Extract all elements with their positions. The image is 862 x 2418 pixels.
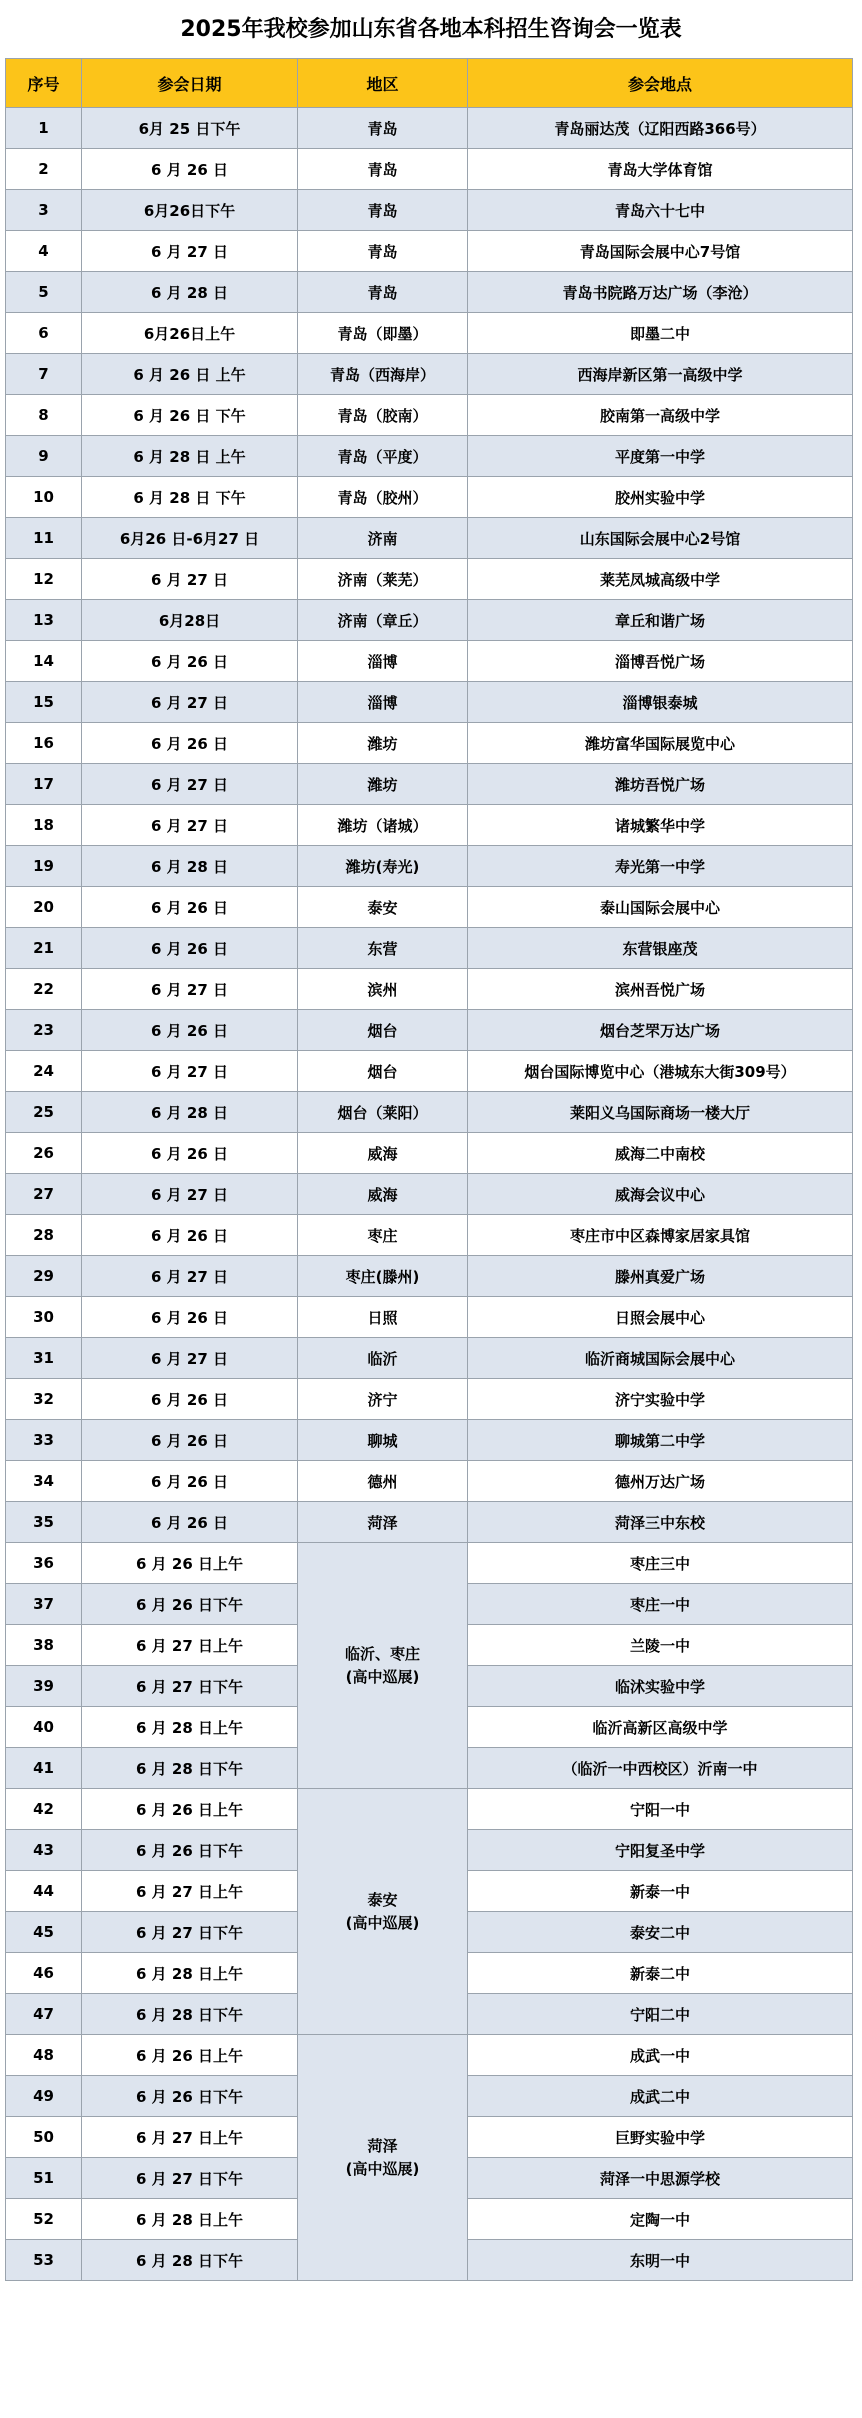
row-index: 15	[6, 682, 82, 723]
row-index: 30	[6, 1297, 82, 1338]
row-index: 16	[6, 723, 82, 764]
row-index: 19	[6, 846, 82, 887]
row-venue: 临沂高新区高级中学	[468, 1707, 853, 1748]
table-row	[6, 559, 853, 600]
table-row	[6, 1051, 853, 1092]
row-region: 烟台	[298, 1051, 468, 1092]
row-index: 44	[6, 1871, 82, 1912]
row-date: 6 月 26 日上午	[82, 1789, 298, 1830]
table-row	[6, 1543, 853, 1584]
table-row	[6, 1420, 853, 1461]
table-row	[6, 1010, 853, 1051]
row-venue: 烟台芝罘万达广场	[468, 1010, 853, 1051]
row-index: 43	[6, 1830, 82, 1871]
table-row	[6, 1092, 853, 1133]
row-date: 6 月 27 日上午	[82, 2117, 298, 2158]
table-row	[6, 1174, 853, 1215]
row-region: 菏泽	[298, 1502, 468, 1543]
row-date: 6 月 27 日	[82, 1338, 298, 1379]
row-region: 临沂	[298, 1338, 468, 1379]
row-date: 6 月 26 日上午	[82, 1543, 298, 1584]
row-index: 41	[6, 1748, 82, 1789]
table-row	[6, 969, 853, 1010]
row-index: 49	[6, 2076, 82, 2117]
row-index: 23	[6, 1010, 82, 1051]
row-region: 济南（莱芜）	[298, 559, 468, 600]
row-index: 24	[6, 1051, 82, 1092]
row-venue: 寿光第一中学	[468, 846, 853, 887]
row-venue: 菏泽三中东校	[468, 1502, 853, 1543]
row-index: 35	[6, 1502, 82, 1543]
row-venue: 潍坊吾悦广场	[468, 764, 853, 805]
row-date: 6 月 27 日	[82, 1051, 298, 1092]
row-region: 青岛（即墨）	[298, 313, 468, 354]
table-body	[6, 108, 853, 2281]
row-region: 淄博	[298, 682, 468, 723]
row-index: 33	[6, 1420, 82, 1461]
row-date: 6月26日上午	[82, 313, 298, 354]
row-venue: （临沂一中西校区）沂南一中	[468, 1748, 853, 1789]
table-row	[6, 887, 853, 928]
row-region: 青岛	[298, 190, 468, 231]
row-date: 6 月 27 日下午	[82, 1666, 298, 1707]
row-index: 20	[6, 887, 82, 928]
row-date: 6 月 26 日	[82, 723, 298, 764]
row-index: 6	[6, 313, 82, 354]
row-region: 菏泽 (高中巡展)	[298, 2035, 468, 2281]
row-region: 泰安	[298, 887, 468, 928]
row-date: 6 月 26 日	[82, 928, 298, 969]
row-venue: 莱阳义乌国际商场一楼大厅	[468, 1092, 853, 1133]
row-date: 6 月 28 日下午	[82, 1994, 298, 2035]
row-region: 枣庄(滕州)	[298, 1256, 468, 1297]
row-venue: 青岛书院路万达广场（李沧）	[468, 272, 853, 313]
table-row	[6, 354, 853, 395]
row-index: 14	[6, 641, 82, 682]
row-date: 6 月 26 日	[82, 641, 298, 682]
row-venue: 章丘和谐广场	[468, 600, 853, 641]
row-index: 27	[6, 1174, 82, 1215]
row-index: 11	[6, 518, 82, 559]
row-index: 17	[6, 764, 82, 805]
row-venue: 青岛大学体育馆	[468, 149, 853, 190]
table-row	[6, 108, 853, 149]
table-row	[6, 395, 853, 436]
row-index: 21	[6, 928, 82, 969]
table-row	[6, 1461, 853, 1502]
row-date: 6 月 26 日	[82, 1420, 298, 1461]
row-date: 6 月 26 日	[82, 1461, 298, 1502]
table-row	[6, 1215, 853, 1256]
table-row	[6, 805, 853, 846]
table-row	[6, 272, 853, 313]
row-date: 6 月 28 日上午	[82, 1953, 298, 1994]
row-region: 临沂、枣庄 (高中巡展)	[298, 1543, 468, 1789]
row-date: 6 月 27 日	[82, 1174, 298, 1215]
row-region: 青岛（平度）	[298, 436, 468, 477]
row-index: 31	[6, 1338, 82, 1379]
row-venue: 青岛六十七中	[468, 190, 853, 231]
row-index: 42	[6, 1789, 82, 1830]
row-date: 6 月 27 日	[82, 559, 298, 600]
row-date: 6 月 28 日下午	[82, 2240, 298, 2281]
row-venue: 宁阳复圣中学	[468, 1830, 853, 1871]
row-venue: 青岛丽达茂（辽阳西路366号）	[468, 108, 853, 149]
table-header-row	[6, 59, 853, 108]
row-index: 46	[6, 1953, 82, 1994]
row-date: 6 月 26 日下午	[82, 1584, 298, 1625]
row-venue: 胶南第一高级中学	[468, 395, 853, 436]
row-index: 37	[6, 1584, 82, 1625]
row-date: 6 月 27 日上午	[82, 1871, 298, 1912]
row-venue: 兰陵一中	[468, 1625, 853, 1666]
header-index: 序号	[6, 59, 82, 108]
row-date: 6 月 26 日 上午	[82, 354, 298, 395]
row-index: 18	[6, 805, 82, 846]
row-index: 38	[6, 1625, 82, 1666]
row-region: 潍坊	[298, 723, 468, 764]
row-region: 烟台	[298, 1010, 468, 1051]
row-region: 东营	[298, 928, 468, 969]
row-date: 6月 25 日下午	[82, 108, 298, 149]
row-venue: 成武二中	[468, 2076, 853, 2117]
row-region: 济南	[298, 518, 468, 559]
row-index: 3	[6, 190, 82, 231]
row-region: 威海	[298, 1133, 468, 1174]
row-venue: 淄博银泰城	[468, 682, 853, 723]
row-index: 52	[6, 2199, 82, 2240]
row-date: 6 月 27 日上午	[82, 1625, 298, 1666]
row-venue: 巨野实验中学	[468, 2117, 853, 2158]
row-index: 40	[6, 1707, 82, 1748]
row-index: 29	[6, 1256, 82, 1297]
row-venue: 威海二中南校	[468, 1133, 853, 1174]
row-venue: 日照会展中心	[468, 1297, 853, 1338]
row-date: 6 月 26 日 下午	[82, 395, 298, 436]
row-index: 12	[6, 559, 82, 600]
row-date: 6 月 27 日	[82, 764, 298, 805]
row-venue: 淄博吾悦广场	[468, 641, 853, 682]
row-date: 6 月 27 日	[82, 231, 298, 272]
table-row	[6, 1502, 853, 1543]
row-venue: 威海会议中心	[468, 1174, 853, 1215]
row-date: 6 月 27 日	[82, 682, 298, 723]
row-index: 32	[6, 1379, 82, 1420]
row-region: 青岛	[298, 272, 468, 313]
row-region: 青岛	[298, 149, 468, 190]
table-row	[6, 846, 853, 887]
row-date: 6 月 27 日	[82, 805, 298, 846]
row-index: 53	[6, 2240, 82, 2281]
row-date: 6 月 28 日	[82, 846, 298, 887]
table-row	[6, 436, 853, 477]
row-venue: 济宁实验中学	[468, 1379, 853, 1420]
row-region: 潍坊（诸城）	[298, 805, 468, 846]
row-date: 6 月 27 日下午	[82, 1912, 298, 1953]
row-venue: 平度第一中学	[468, 436, 853, 477]
row-venue: 青岛国际会展中心7号馆	[468, 231, 853, 272]
row-date: 6 月 26 日下午	[82, 2076, 298, 2117]
row-venue: 德州万达广场	[468, 1461, 853, 1502]
table-row	[6, 1256, 853, 1297]
table-row	[6, 1133, 853, 1174]
table-row	[6, 518, 853, 559]
row-date: 6 月 28 日下午	[82, 1748, 298, 1789]
row-region: 青岛（胶州）	[298, 477, 468, 518]
row-region: 聊城	[298, 1420, 468, 1461]
header-region: 地区	[298, 59, 468, 108]
row-venue: 临沭实验中学	[468, 1666, 853, 1707]
row-index: 47	[6, 1994, 82, 2035]
table-row	[6, 1338, 853, 1379]
row-venue: 即墨二中	[468, 313, 853, 354]
row-index: 48	[6, 2035, 82, 2076]
row-region: 滨州	[298, 969, 468, 1010]
row-venue: 东明一中	[468, 2240, 853, 2281]
row-venue: 临沂商城国际会展中心	[468, 1338, 853, 1379]
row-venue: 宁阳一中	[468, 1789, 853, 1830]
row-venue: 诸城繁华中学	[468, 805, 853, 846]
row-region: 烟台（莱阳）	[298, 1092, 468, 1133]
table-row	[6, 723, 853, 764]
row-venue: 菏泽一中思源学校	[468, 2158, 853, 2199]
row-date: 6月28日	[82, 600, 298, 641]
schedule-table	[5, 58, 853, 2281]
row-region: 青岛	[298, 108, 468, 149]
header-date: 参会日期	[82, 59, 298, 108]
row-index: 45	[6, 1912, 82, 1953]
row-date: 6 月 28 日	[82, 1092, 298, 1133]
row-index: 26	[6, 1133, 82, 1174]
row-venue: 成武一中	[468, 2035, 853, 2076]
row-date: 6 月 27 日	[82, 969, 298, 1010]
row-venue: 西海岸新区第一高级中学	[468, 354, 853, 395]
row-index: 51	[6, 2158, 82, 2199]
row-venue: 滕州真爱广场	[468, 1256, 853, 1297]
row-date: 6 月 26 日	[82, 887, 298, 928]
row-index: 5	[6, 272, 82, 313]
row-date: 6 月 27 日下午	[82, 2158, 298, 2199]
row-index: 39	[6, 1666, 82, 1707]
row-region: 潍坊	[298, 764, 468, 805]
row-venue: 莱芜凤城高级中学	[468, 559, 853, 600]
row-venue: 胶州实验中学	[468, 477, 853, 518]
table-row	[6, 477, 853, 518]
row-date: 6 月 26 日	[82, 1215, 298, 1256]
row-venue: 聊城第二中学	[468, 1420, 853, 1461]
row-date: 6 月 26 日	[82, 1379, 298, 1420]
row-region: 德州	[298, 1461, 468, 1502]
row-index: 36	[6, 1543, 82, 1584]
row-venue: 新泰二中	[468, 1953, 853, 1994]
row-date: 6 月 26 日	[82, 1502, 298, 1543]
row-index: 10	[6, 477, 82, 518]
row-index: 7	[6, 354, 82, 395]
table-row	[6, 149, 853, 190]
row-venue: 新泰一中	[468, 1871, 853, 1912]
table-row	[6, 1297, 853, 1338]
table-row	[6, 764, 853, 805]
row-venue: 泰山国际会展中心	[468, 887, 853, 928]
row-index: 2	[6, 149, 82, 190]
table-row	[6, 641, 853, 682]
row-date: 6 月 28 日上午	[82, 1707, 298, 1748]
header-venue: 参会地点	[468, 59, 853, 108]
table-row	[6, 682, 853, 723]
row-venue: 泰安二中	[468, 1912, 853, 1953]
row-region: 枣庄	[298, 1215, 468, 1256]
row-venue: 烟台国际博览中心（港城东大街309号）	[468, 1051, 853, 1092]
row-index: 25	[6, 1092, 82, 1133]
row-venue: 定陶一中	[468, 2199, 853, 2240]
table-row	[6, 600, 853, 641]
table-row	[6, 1379, 853, 1420]
row-date: 6 月 28 日	[82, 272, 298, 313]
row-region: 济宁	[298, 1379, 468, 1420]
row-region: 威海	[298, 1174, 468, 1215]
row-date: 6 月 28 日 上午	[82, 436, 298, 477]
row-date: 6 月 26 日上午	[82, 2035, 298, 2076]
table-row	[6, 2035, 853, 2076]
table-row	[6, 190, 853, 231]
row-region: 淄博	[298, 641, 468, 682]
row-index: 28	[6, 1215, 82, 1256]
row-date: 6 月 26 日	[82, 1297, 298, 1338]
table-row	[6, 313, 853, 354]
row-region: 青岛	[298, 231, 468, 272]
row-venue: 宁阳二中	[468, 1994, 853, 2035]
table-row	[6, 231, 853, 272]
row-date: 6 月 26 日	[82, 1133, 298, 1174]
table-row	[6, 928, 853, 969]
row-date: 6 月 28 日上午	[82, 2199, 298, 2240]
row-date: 6月26 日-6月27 日	[82, 518, 298, 559]
row-region: 济南（章丘）	[298, 600, 468, 641]
row-venue: 枣庄一中	[468, 1584, 853, 1625]
row-index: 9	[6, 436, 82, 477]
row-region: 潍坊(寿光)	[298, 846, 468, 887]
row-region: 青岛（西海岸）	[298, 354, 468, 395]
row-index: 1	[6, 108, 82, 149]
table-row	[6, 1789, 853, 1830]
row-region: 日照	[298, 1297, 468, 1338]
row-index: 50	[6, 2117, 82, 2158]
row-index: 13	[6, 600, 82, 641]
row-date: 6 月 26 日	[82, 149, 298, 190]
row-index: 34	[6, 1461, 82, 1502]
row-venue: 滨州吾悦广场	[468, 969, 853, 1010]
row-region: 泰安 (高中巡展)	[298, 1789, 468, 2035]
row-index: 8	[6, 395, 82, 436]
row-venue: 山东国际会展中心2号馆	[468, 518, 853, 559]
row-date: 6 月 26 日	[82, 1010, 298, 1051]
row-date: 6月26日下午	[82, 190, 298, 231]
page-title: 2025年我校参加山东省各地本科招生咨询会一览表	[180, 17, 682, 42]
row-venue: 枣庄三中	[468, 1543, 853, 1584]
row-date: 6 月 28 日 下午	[82, 477, 298, 518]
row-region: 青岛（胶南）	[298, 395, 468, 436]
row-venue: 潍坊富华国际展览中心	[468, 723, 853, 764]
row-venue: 东营银座茂	[468, 928, 853, 969]
row-index: 4	[6, 231, 82, 272]
row-index: 22	[6, 969, 82, 1010]
row-date: 6 月 26 日下午	[82, 1830, 298, 1871]
row-date: 6 月 27 日	[82, 1256, 298, 1297]
row-venue: 枣庄市中区森博家居家具馆	[468, 1215, 853, 1256]
